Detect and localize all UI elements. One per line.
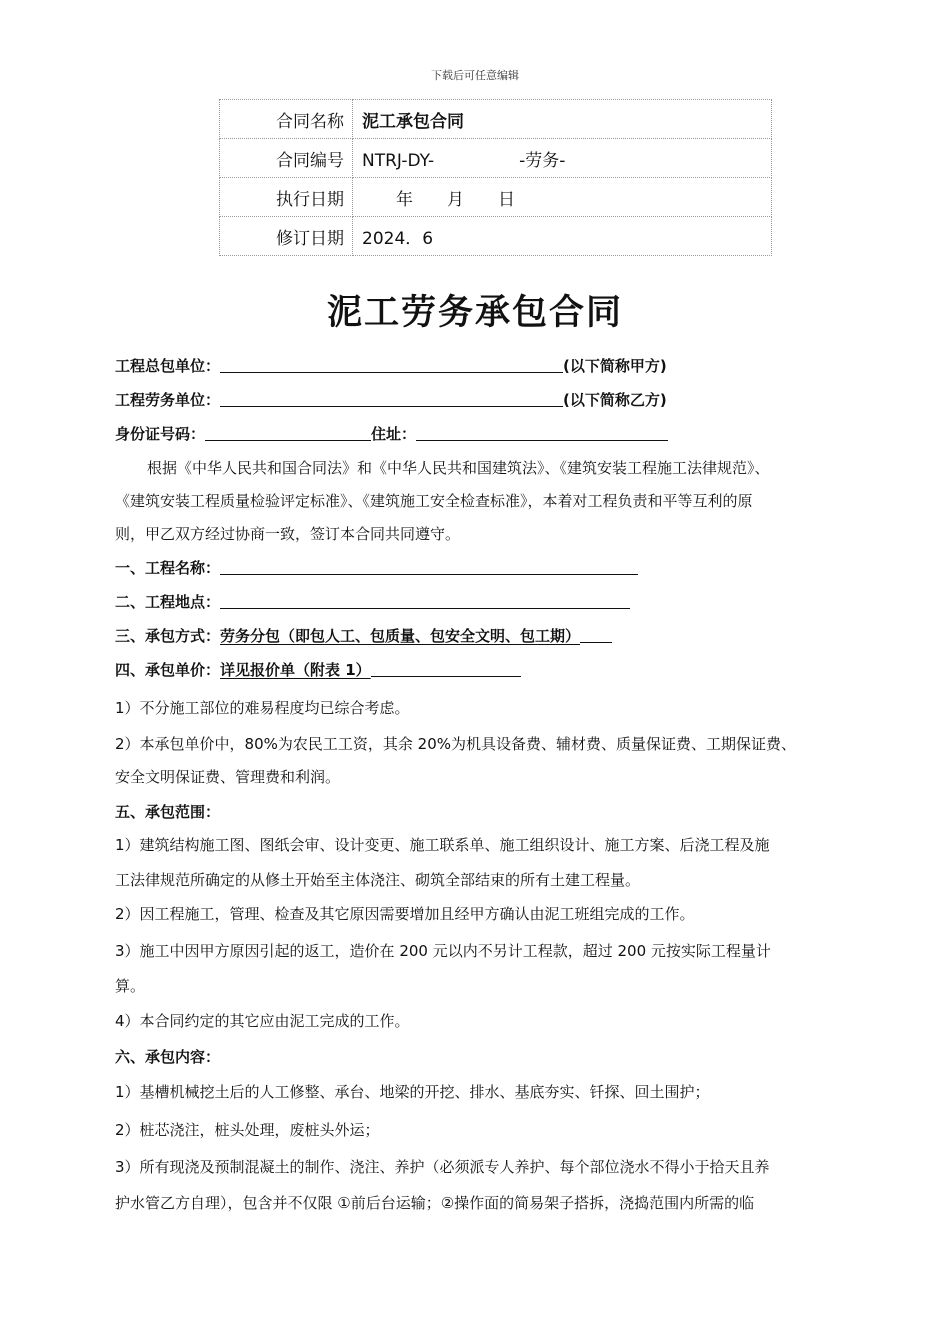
table-row	[220, 100, 772, 139]
section-3-label: 三、承包方式：	[115, 627, 221, 645]
intro-line-1: 根据《中华人民共和国合同法》和《中华人民共和国建筑法》、《建筑安装工程施工法律规范》、	[147, 459, 770, 477]
section-3-line	[115, 626, 612, 646]
header-note: 下载后可任意编辑	[431, 69, 519, 82]
general-contractor-label: 工程总包单位：	[115, 357, 221, 375]
section-4-label: 四、承包单价：	[115, 661, 221, 679]
contract-number-label: 合同编号	[220, 139, 353, 178]
address-label: 住址：	[371, 425, 417, 443]
document-title: 泥工劳务承包合同	[326, 293, 623, 333]
s4-item-2-cont: 安全文明保证费、管理费和利润。	[115, 768, 341, 786]
section-2-line	[115, 592, 630, 612]
address-blank[interactable]	[416, 424, 668, 441]
general-contractor-suffix: (以下简称甲方)	[563, 357, 667, 375]
labor-unit-line	[115, 390, 667, 410]
table-row	[220, 178, 772, 217]
general-contractor-line	[115, 356, 667, 376]
section-4-line	[115, 660, 521, 680]
revision-date-value: 2024．6	[353, 217, 772, 256]
labor-unit-label: 工程劳务单位：	[115, 391, 221, 409]
id-address-line	[115, 424, 668, 444]
s5-item-4: 4）本合同约定的其它应由泥工完成的工作。	[115, 1012, 410, 1030]
section-5-label: 五、承包范围：	[115, 803, 221, 821]
contract-name-label: 合同名称	[220, 100, 353, 139]
s5-item-3: 3）施工中因甲方原因引起的返工，造价在 200 元以内不另计工程款，超过 200 元按实际工程量计	[115, 942, 771, 960]
table-row	[220, 139, 772, 178]
section-6-label: 六、承包内容：	[115, 1048, 221, 1066]
s6-item-1: 1）基槽机械挖土后的人工修整、承台、地梁的开挖、排水、基底夯实、钎探、回土围护；	[115, 1083, 710, 1101]
contract-method-value: 劳务分包（即包人工、包质量、包安全文明、包工期）	[220, 627, 581, 645]
section-1-line	[115, 558, 638, 578]
intro-line-2: 《建筑安装工程质量检验评定标准》、《建筑施工安全检查标准》，本着对工程负责和平等互利的原	[115, 492, 753, 510]
s5-item-1-cont: 工法律规范所确定的从修土开始至主体浇注、砌筑全部结束的所有土建工程量。	[115, 871, 641, 889]
general-contractor-blank[interactable]	[220, 356, 563, 373]
table-row	[220, 217, 772, 256]
execution-date-value: 年 月 日	[353, 178, 772, 217]
labor-unit-blank[interactable]	[220, 390, 563, 407]
revision-date-label: 修订日期	[220, 217, 353, 256]
contract-number-value: NTRJ-DY- -劳务-	[353, 139, 772, 178]
intro-line-3: 则，甲乙双方经过协商一致，签订本合同共同遵守。	[115, 525, 461, 543]
s6-item-3-cont: 护水管乙方自理），包含并不仅限 ①前后台运输；②操作面的简易架子搭拆，浇捣范围内所需的临	[115, 1194, 755, 1212]
unit-price-value: 详见报价单（附表 1）	[220, 661, 371, 679]
s6-item-2: 2）桩芯浇注，桩头处理，废桩头外运；	[115, 1121, 380, 1139]
s5-item-2: 2）因工程施工，管理、检查及其它原因需要增加且经甲方确认由泥工班组完成的工作。	[115, 905, 695, 923]
execution-date-label: 执行日期	[220, 178, 353, 217]
contract-meta-table	[219, 99, 772, 256]
s4-item-2: 2）本承包单价中，80%为农民工工资，其余 20%为机具设备费、辅材费、质量保证费、工期保证费、	[115, 735, 796, 753]
s5-item-3-cont: 算。	[115, 977, 146, 995]
labor-unit-suffix: (以下简称乙方)	[563, 391, 667, 409]
s4-item-1: 1）不分施工部位的难易程度均已综合考虑。	[115, 699, 410, 717]
section-2-label: 二、工程地点：	[115, 593, 221, 611]
s6-item-3: 3）所有现浇及预制混凝土的制作、浇注、养护（必须派专人养护、每个部位浇水不得小于拾天且养	[115, 1158, 770, 1176]
contract-name-value: 泥工承包合同	[353, 100, 772, 139]
id-blank[interactable]	[205, 424, 371, 441]
project-location-blank[interactable]	[220, 592, 630, 609]
id-label: 身份证号码：	[115, 425, 206, 443]
section-3-underline-tail	[580, 626, 612, 643]
project-name-blank[interactable]	[220, 558, 638, 575]
section-1-label: 一、工程名称：	[115, 559, 221, 577]
section-4-underline-tail	[371, 660, 521, 677]
s5-item-1: 1）建筑结构施工图、图纸会审、设计变更、施工联系单、施工组织设计、施工方案、后浇工程及施	[115, 836, 770, 854]
